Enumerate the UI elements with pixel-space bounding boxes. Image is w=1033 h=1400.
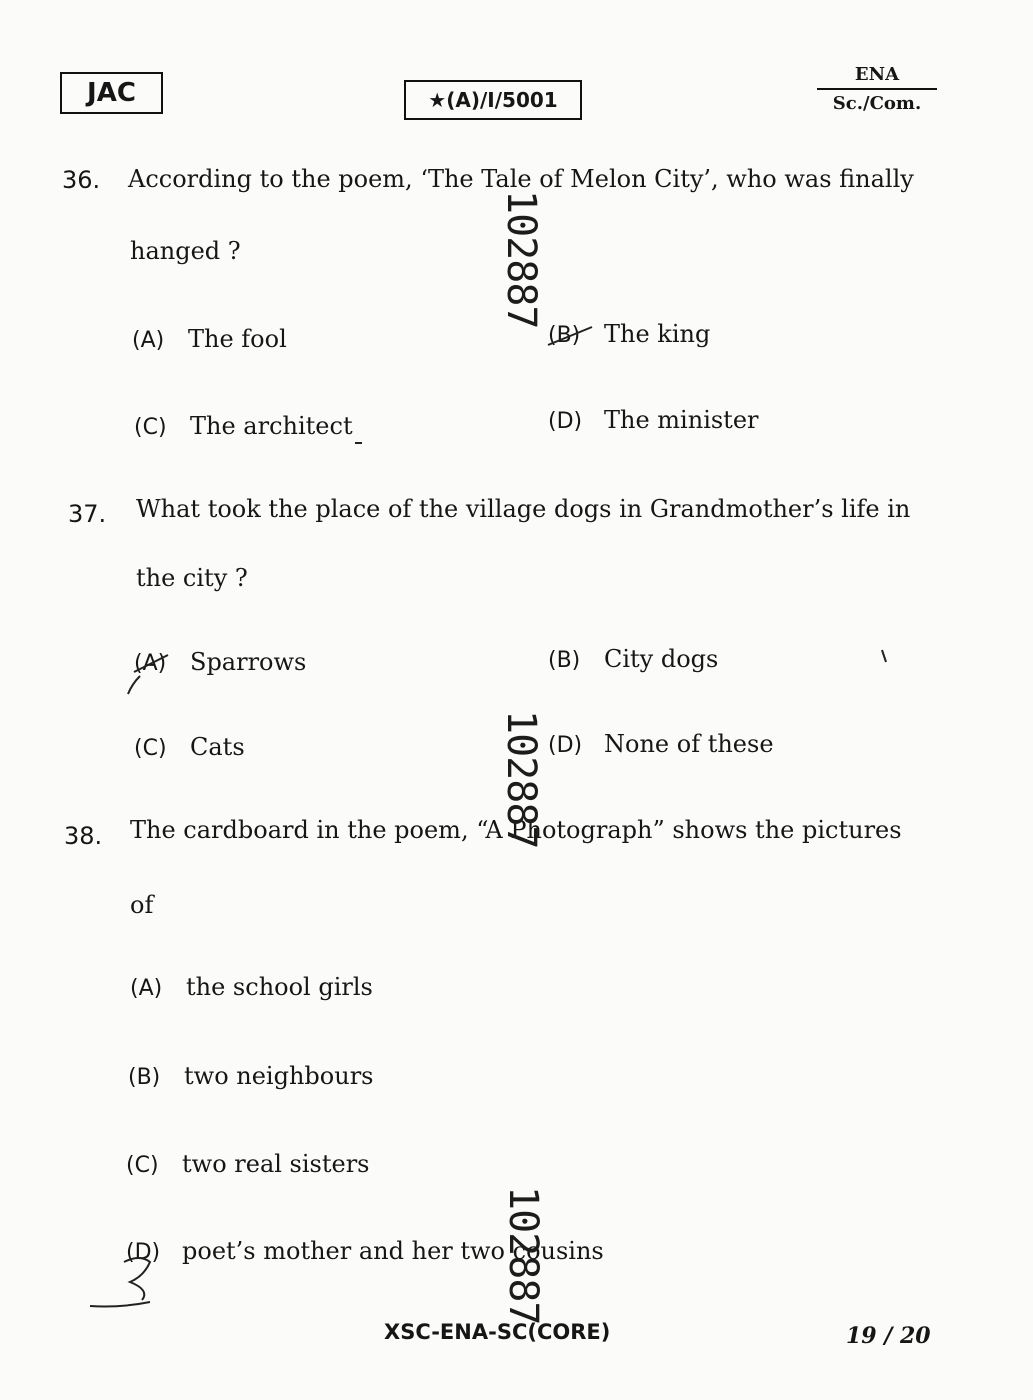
board-label: JAC: [87, 78, 136, 108]
option-text: None of these: [604, 730, 774, 758]
option-label: (C): [134, 736, 167, 761]
question-number: 38.: [64, 822, 103, 850]
question-number: 36.: [62, 166, 101, 194]
option-text: The architect: [190, 412, 353, 440]
option-label: (A): [134, 651, 167, 676]
option-label: (D): [548, 409, 583, 434]
question-text: What took the place of the village dogs in Grandmother’s life in: [136, 495, 911, 523]
option-text: Cats: [190, 733, 245, 761]
option-text: two neighbours: [184, 1062, 374, 1090]
option-text: poet’s mother and her two cousins: [182, 1237, 604, 1265]
option-text: Sparrows: [190, 648, 307, 676]
serial-stamp: 102887: [498, 190, 544, 329]
option-label: (D): [126, 1240, 161, 1265]
option-text: The minister: [604, 406, 759, 434]
option-label: (C): [134, 415, 167, 440]
option-label: (A): [132, 328, 165, 353]
page-number: 19 / 20: [846, 1323, 931, 1349]
option-text: The king: [604, 320, 711, 348]
option-label: (D): [548, 733, 583, 758]
serial-stamp: 102887: [498, 710, 544, 849]
option-label: (C): [126, 1153, 159, 1178]
option-label: (A): [130, 976, 163, 1001]
paper-code: ★(A)/I/5001: [428, 88, 558, 112]
question-text: The cardboard in the poem, “A Photograph” shows the pictures: [130, 816, 902, 844]
footer-code: XSC-ENA-SC(CORE): [384, 1320, 611, 1344]
option-text: the school girls: [186, 973, 373, 1001]
option-text: The fool: [188, 325, 287, 353]
question-text-cont: hanged ?: [130, 237, 241, 265]
stream-label: Sc./Com.: [832, 93, 922, 114]
question-text-cont: of: [130, 891, 154, 919]
question-text: According to the poem, ‘The Tale of Melon City’, who was finally: [128, 165, 914, 193]
question-text-cont: the city ?: [136, 564, 248, 592]
option-label: (B): [128, 1065, 161, 1090]
question-number: 37.: [68, 500, 107, 528]
subject-code: ENA: [817, 64, 937, 90]
option-text: two real sisters: [182, 1150, 370, 1178]
option-text: City dogs: [604, 645, 719, 673]
serial-stamp: 102887: [500, 1186, 546, 1325]
option-label: (B): [548, 648, 581, 673]
option-label: (B): [548, 323, 581, 348]
